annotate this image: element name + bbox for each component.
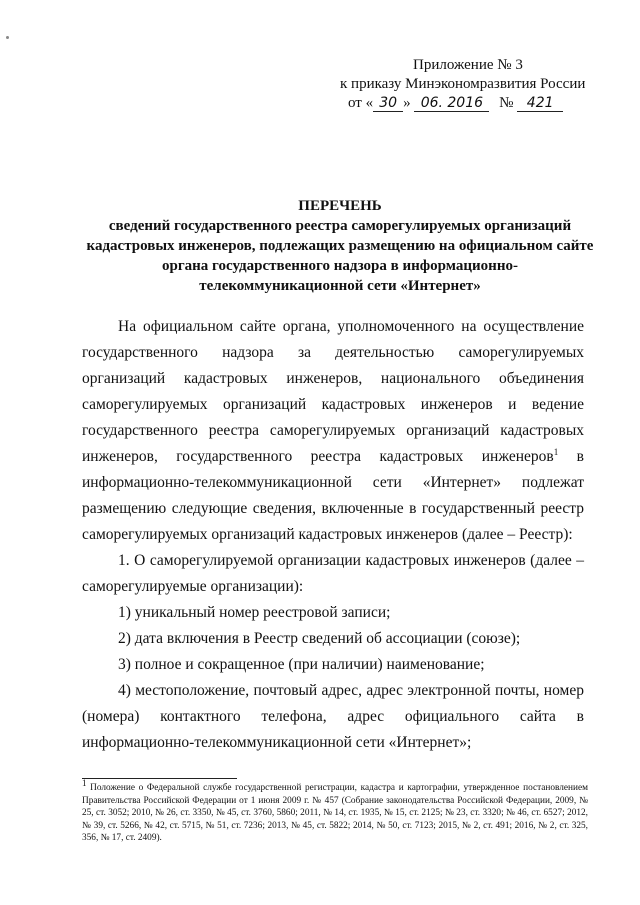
handwritten-month-year: 06. 2016: [414, 95, 489, 112]
title-subtitle: сведений государственного реестра саморегулируемых организаций кадастровых инженеров, подлежащих размещению на официальном сайте органа государственного надзора в информационно-телекоммуникационной сети «Интернет»: [86, 218, 594, 294]
scan-speck: [6, 36, 9, 39]
list-item: 3) полное и сокращенное (при наличии) наименование;: [118, 656, 485, 673]
footnote-ref: 1: [553, 446, 559, 457]
intro-paragraph: [82, 314, 584, 548]
footnote-divider: [82, 778, 237, 779]
intro-text-cont: в информационно-телекоммуникационной сети «Интернет» подлежат размещению следующие сведения, включенные в государственный реестр саморегулируемых организаций кадастровых инженеров (далее – Реестр):: [82, 448, 584, 543]
list-item: 4) местоположение, почтовый адрес, адрес электронной почты, номер (номера) контактного телефона, адрес официального сайта в информационно-телекоммуникационной сети «Интернет»;: [82, 682, 584, 751]
order-date-line: [340, 94, 620, 113]
section-1: 1. О саморегулируемой организации кадастровых инженеров (далее – саморегулируемые организации):: [82, 552, 584, 595]
list-item: 2) дата включения в Реестр сведений об ассоциации (союзе);: [118, 630, 521, 647]
number-prefix: №: [499, 95, 514, 111]
handwritten-order-number: 421: [517, 95, 563, 112]
document-title: [80, 196, 600, 296]
list-item: 1) уникальный номер реестровой записи;: [118, 604, 391, 621]
date-prefix: от «: [348, 95, 374, 111]
appendix-header: [340, 56, 620, 113]
footnote: [82, 777, 588, 845]
document-body: [82, 314, 584, 756]
footnote-text: Положение о Федеральной службе государственной регистрации, кадастра и картографии, утвержденное постановлением Правительства Российской Федерации от 1 июня 2009 г. № 457 (Собрание законодательства Российской Федерации, 2009, № 25, ст. 3052; 2010, № 26, ст. 3350, № 45, ст. 3760, 5860; 2011, № 14, ст. 1935, № 15, ст. 2125; № 23, ст. 3320; № 46, ст. 6527; 2012, № 39, ст. 5266, № 42, ст. 5715, № 51, ст. 7236; 2013, № 45, ст. 5822; 2014, № 50, ст. 7123; 2015, № 2, ст. 491; 2016, № 2, ст. 325, 356, № 17, ст. 2409).: [82, 783, 588, 843]
handwritten-day: 30: [373, 95, 403, 112]
order-reference: к приказу Минэкономразвития России: [340, 76, 586, 92]
intro-text: На официальном сайте органа, уполномоченного на осуществление государственного надзора за деятельностью саморегулируемых организаций кадастровых инженеров, национального объединения саморегулируемых организаций кадастровых инженеров и ведение государственного реестра саморегулируемых организаций кадастровых инженеров, государственного реестра кадастровых инженеров: [82, 318, 584, 465]
title-main: ПЕРЕЧЕНЬ: [298, 198, 382, 214]
footnote-mark: 1: [82, 777, 87, 788]
appendix-number: Приложение № 3: [413, 57, 523, 73]
date-mid: »: [403, 95, 411, 111]
